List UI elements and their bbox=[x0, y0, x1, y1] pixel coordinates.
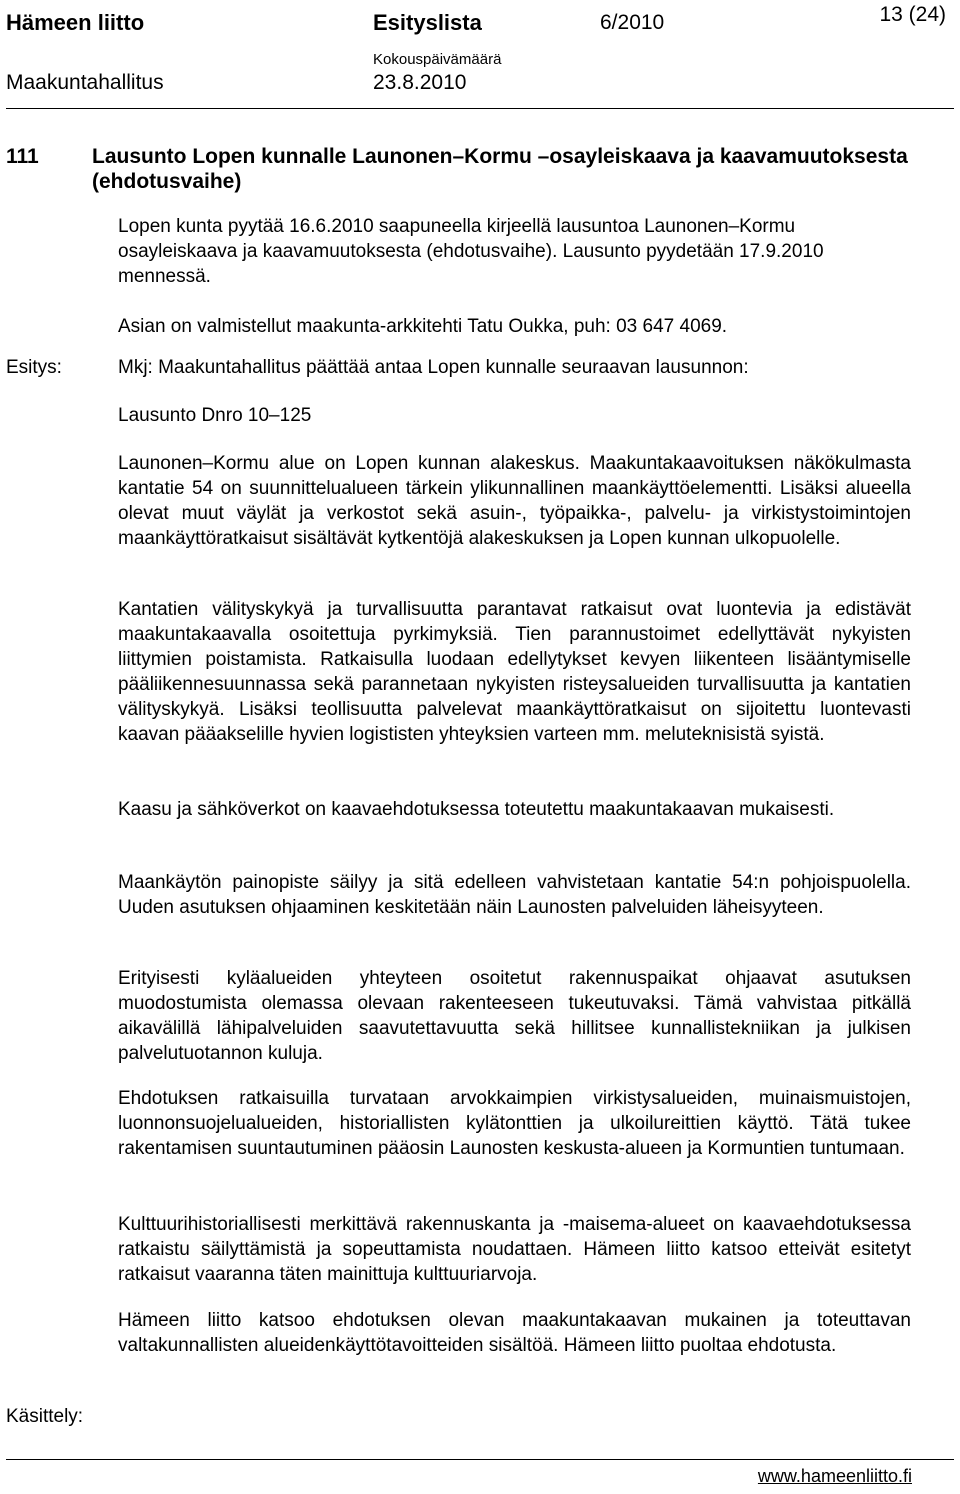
statement-paragraph: Launonen–Kormu alue on Lopen kunnan alakeskus. Maakuntakaavoituksen näkökulmasta kantatie 54 on suunnittelualueen tärkein ylikunnallinen maankäyttöelementti. Lisäksi alueella olevat muut väylät ja verkostot sekä asuin-, työpaikka-, palvelu- ja virkistystoimintojen maankäyttöratkaisut sisältävät kytkentöjä alakeskuksen ja Lopen kunnan ulkopuolelle. bbox=[118, 453, 911, 549]
header-date: 23.8.2010 bbox=[373, 71, 467, 94]
statement-paragraph-1-block bbox=[118, 451, 911, 551]
proposal-mkj-block bbox=[118, 355, 911, 380]
statement-paragraph: Maankäytön painopiste säilyy ja sitä edelleen vahvistetaan kantatie 54:n pohjoispuolella. Uuden asutuksen ohjaaminen keskitetään näin Launosten palveluiden läheisyyteen. bbox=[118, 872, 911, 918]
proposal-mkj: Mkj: Maakuntahallitus päättää antaa Lopen kunnalle seuraavan lausunnon: bbox=[118, 357, 749, 378]
statement-paragraph: Hämeen liitto katsoo ehdotuksen olevan maakuntakaavan mukainen ja toteuttavan valtakunnallisten alueidenkäyttötavoitteiden sisältöä. Hämeen liitto puoltaa ehdotusta. bbox=[118, 1310, 911, 1356]
intro-paragraph: Lopen kunta pyytää 16.6.2010 saapuneella kirjeellä lausuntoa Launonen–Kormu osayleiskaava ja kaavamuutoksesta (ehdotusvaihe). Lausunto pyydetään 17.9.2010 mennessä. bbox=[118, 216, 824, 287]
statement-paragraph: Erityisesti kyläalueiden yhteyteen osoitetut rakennuspaikat ohjaavat asutuksen muodostumista olemassa olevaan rakenteeseen tukeutuvaksi. Tämä vahvistaa pitkällä aikavälillä lähipalveluiden saavutettavuutta sekä hillitsee kunnallistekniikan ja julkisen palvelutuotannon kuluja. bbox=[118, 968, 911, 1064]
header-divider bbox=[6, 108, 954, 109]
statement-paragraph-4-block bbox=[118, 870, 911, 920]
section-number: 111 bbox=[6, 145, 39, 168]
footer-divider bbox=[6, 1459, 954, 1460]
statement-reference: Lausunto Dnro 10–125 bbox=[118, 405, 312, 426]
statement-paragraph: Kantatien välityskykyä ja turvallisuutta parantavat ratkaisut ovat luontevia ja edistävät maakuntakaavalla osoitettuja pyrkimyksiä. Tien parannustoimet edellyttävät nykyisten liittymien poistamista. Ratkaisulla luodaan edellytykset kevyen liikenteen lisääntymiselle pääliikennesuunnassa sekä parannetaan nykyisten risteysalueiden turvallisuutta ja kantatien välityskykyä. Lisäksi teollisuutta palvelevat maankäyttöratkaisut on sijoitettu luontevasti kaavan pääakselille hyvien logististen yhteyksien varteen mm. meluteknisistä syistä. bbox=[118, 599, 911, 745]
statement-paragraph-6-block bbox=[118, 1086, 911, 1161]
header-doc-type: Esityslista bbox=[373, 10, 482, 35]
header-issue: 6/2010 bbox=[600, 11, 665, 34]
statement-paragraph-5-block bbox=[118, 966, 911, 1066]
handling-label: Käsittely: bbox=[6, 1406, 84, 1427]
statement-paragraph: Kulttuurihistoriallisesti merkittävä rakennuskanta ja -maisema-alueet on kaavaehdotuksessa ratkaistu säilyttämistä ja sopeuttamista noudattaen. Hämeen liitto katsoo etteivät esitetyt ratkaisut vaaranna täten mainittuja kulttuuriarvoja. bbox=[118, 1214, 911, 1285]
proposal-ref-block bbox=[118, 403, 911, 428]
preparer-paragraph: Asian on valmistellut maakunta-arkkitehti Tatu Oukka, puh: 03 647 4069. bbox=[118, 316, 728, 337]
statement-paragraph: Kaasu ja sähköverkot on kaavaehdotuksessa toteutettu maakuntakaavan mukaisesti. bbox=[118, 799, 835, 820]
statement-paragraph-2-block bbox=[118, 597, 911, 747]
footer-website-link[interactable]: www.hameenliitto.fi bbox=[757, 1466, 912, 1486]
statement-paragraph: Ehdotuksen ratkaisuilla turvataan arvokkaimpien virkistysalueiden, muinaismuistojen, luonnonsuojelualueiden, historiallisten kylätonttien ja ulkoilureittien käyttö. Tätä tukee rakentamisen suuntautuminen pääosin Launosten keskusta-alueen ja Kormuntien tuntumaan. bbox=[118, 1088, 911, 1159]
header-body: Maakuntahallitus bbox=[6, 71, 164, 94]
section-title: Lausunto Lopen kunnalle Launonen–Kormu –osayleiskaava ja kaavamuutoksesta (ehdotusvaihe) bbox=[92, 145, 908, 193]
statement-paragraph-3-block bbox=[118, 797, 911, 822]
statement-paragraph-7-block bbox=[118, 1212, 911, 1287]
header-page-number: 13 (24) bbox=[879, 3, 946, 26]
statement-paragraph-8-block bbox=[118, 1308, 911, 1358]
intro-block bbox=[118, 214, 911, 289]
proposal-label: Esitys: bbox=[6, 357, 62, 378]
preparer-block bbox=[118, 314, 911, 339]
header-date-label: Kokouspäivämäärä bbox=[373, 51, 502, 68]
header-org: Hämeen liitto bbox=[6, 10, 145, 35]
